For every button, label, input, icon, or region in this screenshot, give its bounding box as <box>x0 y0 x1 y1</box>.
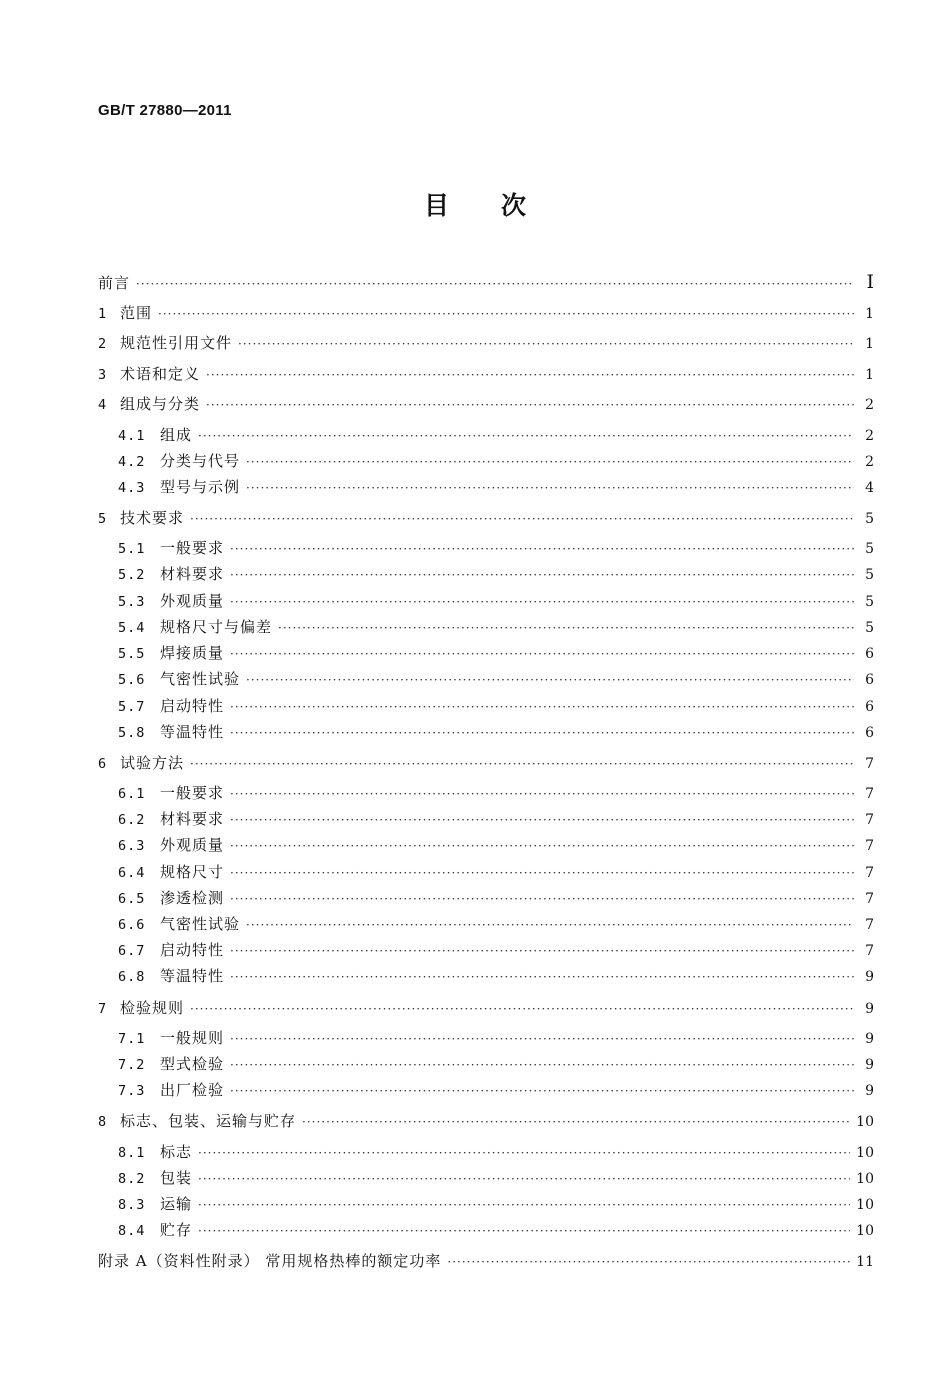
toc-entry-number: 6.2 <box>118 812 146 828</box>
toc-entry-page: 7 <box>865 756 874 772</box>
toc-entry-number: 6.5 <box>118 891 146 907</box>
toc-entry-label: 组成 <box>160 426 193 444</box>
toc-entry-number: 5.5 <box>118 646 146 662</box>
toc-entry[interactable] <box>98 271 874 293</box>
toc-entry-page: 6 <box>865 725 874 741</box>
toc-entry-label: 技术要求 <box>120 509 185 527</box>
toc-entry-number: 4.2 <box>118 454 146 470</box>
toc-leader-dots <box>206 368 854 382</box>
toc-entry-number: 7.1 <box>118 1031 146 1047</box>
toc-entry[interactable] <box>118 939 874 961</box>
toc-entry[interactable] <box>118 1167 874 1189</box>
toc-entry[interactable] <box>118 537 874 559</box>
toc-entry-label: 术语和定义 <box>120 365 201 383</box>
toc-entry[interactable] <box>118 642 874 664</box>
toc-entry-label: 一般要求 <box>160 539 225 557</box>
toc-entry-page: 6 <box>865 672 874 688</box>
toc-entry-number: 8.2 <box>118 1171 146 1187</box>
toc-entry-label: 标志 <box>160 1143 193 1161</box>
toc-entry-label: 气密性试验 <box>160 670 241 688</box>
toc-leader-dots <box>158 307 854 321</box>
toc-entry-number: 5.7 <box>118 699 146 715</box>
toc-entry-label: 等温特性 <box>160 723 225 741</box>
toc-entry-number: 8.3 <box>118 1197 146 1213</box>
toc-entry[interactable] <box>98 752 874 774</box>
toc-entry-label: 规格尺寸与偏差 <box>160 618 273 636</box>
toc-title-char: 目 <box>423 191 449 220</box>
toc-entry-number: 8 <box>98 1114 107 1130</box>
toc-leader-dots <box>206 398 854 412</box>
toc-entry-number: 5.2 <box>118 567 146 583</box>
toc-entry[interactable] <box>118 668 874 690</box>
toc-entry-number: 7 <box>98 1001 107 1017</box>
toc-entry-page: 2 <box>865 454 874 470</box>
toc-entry-label: 等温特性 <box>160 967 225 985</box>
toc-entry[interactable] <box>98 393 874 415</box>
toc-entry[interactable] <box>118 808 874 830</box>
toc-entry-label: 前言 <box>98 274 131 292</box>
toc-entry-page: 1 <box>865 336 874 352</box>
toc-entry-label: 范围 <box>120 304 153 322</box>
toc-entry[interactable] <box>98 1110 874 1132</box>
toc-entry-page: 10 <box>856 1171 874 1187</box>
toc-entry-number: 4.1 <box>118 428 146 444</box>
toc-entry-number: 3 <box>98 367 107 383</box>
toc-entry-number: 6.3 <box>118 838 146 854</box>
toc-entry[interactable] <box>118 965 874 987</box>
toc-entry-page: 7 <box>865 786 874 802</box>
toc-leader-dots <box>198 429 854 443</box>
toc-entry-page: 1 <box>865 367 874 383</box>
toc-entry[interactable] <box>98 507 874 529</box>
toc-entry[interactable] <box>118 1079 874 1101</box>
toc-entry-page: 5 <box>865 594 874 610</box>
toc-leader-dots <box>230 726 854 740</box>
toc-entry-page: 6 <box>865 646 874 662</box>
toc-leader-dots <box>136 277 854 291</box>
toc-entry-page: I <box>866 271 874 293</box>
toc-entry-page: 10 <box>856 1114 874 1130</box>
toc-entry-label: 材料要求 <box>160 565 225 583</box>
toc-entry-label: 标志、包装、运输与贮存 <box>120 1112 297 1130</box>
toc-leader-dots <box>230 700 854 714</box>
toc-entry-label: 试验方法 <box>120 754 185 772</box>
toc-entry-number: 5.3 <box>118 594 146 610</box>
toc-entry-label: 型号与示例 <box>160 478 241 496</box>
toc-leader-dots <box>230 1084 854 1098</box>
toc-entry-number: 8.1 <box>118 1145 146 1161</box>
toc-entry-label: 运输 <box>160 1195 193 1213</box>
toc-leader-dots <box>230 813 854 827</box>
toc-entry-label: 一般规则 <box>160 1029 225 1047</box>
toc-entry-page: 2 <box>865 428 874 444</box>
toc-entry-page: 7 <box>865 838 874 854</box>
toc-entry[interactable] <box>98 997 874 1019</box>
toc-entry-page: 7 <box>865 917 874 933</box>
toc-entry-page: 9 <box>865 969 874 985</box>
toc-entry[interactable] <box>118 450 874 472</box>
toc-entry-number: 4 <box>98 397 107 413</box>
toc-entry-label: 分类与代号 <box>160 452 241 470</box>
toc-entry-page: 11 <box>856 1254 874 1270</box>
toc-entry[interactable] <box>98 332 874 354</box>
toc-entry[interactable] <box>118 834 874 856</box>
toc-entry[interactable] <box>118 1193 874 1215</box>
toc-entry[interactable] <box>118 563 874 585</box>
toc-entry-label: 气密性试验 <box>160 915 241 933</box>
toc-leader-dots <box>230 944 854 958</box>
toc-leader-dots <box>246 481 854 495</box>
toc-entry-number: 5.4 <box>118 620 146 636</box>
toc-entry-page: 7 <box>865 812 874 828</box>
toc-leader-dots <box>230 787 854 801</box>
toc-leader-dots <box>230 647 854 661</box>
toc-entry[interactable] <box>118 861 874 883</box>
toc-entry-number: 4.3 <box>118 480 146 496</box>
toc-leader-dots <box>198 1172 850 1186</box>
toc-entry-page: 10 <box>856 1197 874 1213</box>
toc-leader-dots <box>230 866 854 880</box>
toc-entry-label: 规范性引用文件 <box>120 334 233 352</box>
toc-leader-dots <box>230 1032 854 1046</box>
toc-entry-page: 6 <box>865 699 874 715</box>
toc-entry-number: 6.8 <box>118 969 146 985</box>
toc-entry[interactable] <box>118 476 874 498</box>
toc-leader-dots <box>246 673 854 687</box>
standard-code: GB/T 27880—2011 <box>98 102 232 119</box>
toc-entry-label: 组成与分类 <box>120 395 201 413</box>
toc-entry[interactable] <box>118 721 874 743</box>
toc-entry-label: 检验规则 <box>120 999 185 1017</box>
toc-entry-label: 外观质量 <box>160 592 225 610</box>
toc-title-char: 次 <box>501 191 527 220</box>
toc-leader-dots <box>198 1146 850 1160</box>
toc-leader-dots <box>238 337 854 351</box>
toc-entry-page: 10 <box>856 1223 874 1239</box>
toc-entry[interactable] <box>118 1053 874 1075</box>
toc-entry-number: 5.6 <box>118 672 146 688</box>
toc-entry-number: 2 <box>98 336 107 352</box>
toc-leader-dots <box>190 757 854 771</box>
toc-leader-dots <box>302 1115 850 1129</box>
toc-entry-label: 启动特性 <box>160 941 225 959</box>
toc-entry-label: 材料要求 <box>160 810 225 828</box>
toc-entry-page: 5 <box>865 511 874 527</box>
toc-entry-page: 9 <box>865 1083 874 1099</box>
toc-entry-number: 7.3 <box>118 1083 146 1099</box>
toc-leader-dots <box>190 1002 854 1016</box>
toc-leader-dots <box>230 1058 854 1072</box>
toc-leader-dots <box>230 839 854 853</box>
toc-entry-page: 5 <box>865 541 874 557</box>
toc-entry-page: 9 <box>865 1057 874 1073</box>
toc-entry[interactable] <box>98 302 874 324</box>
toc-entry-label: 包装 <box>160 1169 193 1187</box>
toc-entry[interactable] <box>118 782 874 804</box>
toc-entry-number: 7.2 <box>118 1057 146 1073</box>
toc-entry-page: 7 <box>865 943 874 959</box>
toc-title <box>0 186 950 222</box>
toc-leader-dots <box>278 621 854 635</box>
toc-entry-page: 7 <box>865 891 874 907</box>
toc-leader-dots <box>447 1255 850 1269</box>
toc-leader-dots <box>230 595 854 609</box>
toc-entry-number: 5 <box>98 511 107 527</box>
toc-entry[interactable] <box>118 1219 874 1241</box>
toc-entry-number: 8.4 <box>118 1223 146 1239</box>
toc-entry[interactable] <box>118 616 874 638</box>
toc-leader-dots <box>198 1198 850 1212</box>
toc-entry-number: 5.1 <box>118 541 146 557</box>
toc-entry[interactable] <box>118 424 874 446</box>
toc-leader-dots <box>230 892 854 906</box>
toc-entry-label: 附录 A（资料性附录） 常用规格热棒的额定功率 <box>98 1252 442 1270</box>
toc-entry-label: 外观质量 <box>160 836 225 854</box>
toc-entry[interactable] <box>98 1250 874 1272</box>
toc-entry-page: 2 <box>865 397 874 413</box>
toc-entry-number: 1 <box>98 306 107 322</box>
toc-entry[interactable] <box>118 1141 874 1163</box>
toc-leader-dots <box>246 455 854 469</box>
toc-entry-number: 6.1 <box>118 786 146 802</box>
toc-entry-page: 7 <box>865 865 874 881</box>
toc-entry[interactable] <box>118 1027 874 1049</box>
toc-entry[interactable] <box>118 913 874 935</box>
toc-entry-label: 出厂检验 <box>160 1081 225 1099</box>
toc-leader-dots <box>230 542 854 556</box>
toc-entry-page: 9 <box>865 1001 874 1017</box>
toc-entry[interactable] <box>118 695 874 717</box>
toc-leader-dots <box>198 1224 850 1238</box>
toc-leader-dots <box>190 512 854 526</box>
toc-leader-dots <box>246 918 854 932</box>
toc-entry-label: 规格尺寸 <box>160 863 225 881</box>
toc-entry-label: 焊接质量 <box>160 644 225 662</box>
toc-entry-number: 5.8 <box>118 725 146 741</box>
toc-entry[interactable] <box>98 363 874 385</box>
toc-entry-page: 9 <box>865 1031 874 1047</box>
toc-entry-label: 型式检验 <box>160 1055 225 1073</box>
toc-entry-page: 5 <box>865 620 874 636</box>
toc-entry-number: 6 <box>98 756 107 772</box>
toc-entry-page: 5 <box>865 567 874 583</box>
toc-entry-label: 渗透检测 <box>160 889 225 907</box>
toc-entry-label: 贮存 <box>160 1221 193 1239</box>
toc-entry-number: 6.7 <box>118 943 146 959</box>
toc-leader-dots <box>230 970 854 984</box>
toc-entry-label: 一般要求 <box>160 784 225 802</box>
toc-entry-page: 4 <box>865 480 874 496</box>
toc-entry-number: 6.4 <box>118 865 146 881</box>
toc-entry[interactable] <box>118 590 874 612</box>
toc-entry[interactable] <box>118 887 874 909</box>
toc-entry-page: 10 <box>856 1145 874 1161</box>
toc-entry-page: 1 <box>865 306 874 322</box>
toc-entry-number: 6.6 <box>118 917 146 933</box>
toc-leader-dots <box>230 568 854 582</box>
toc-entry-label: 启动特性 <box>160 697 225 715</box>
